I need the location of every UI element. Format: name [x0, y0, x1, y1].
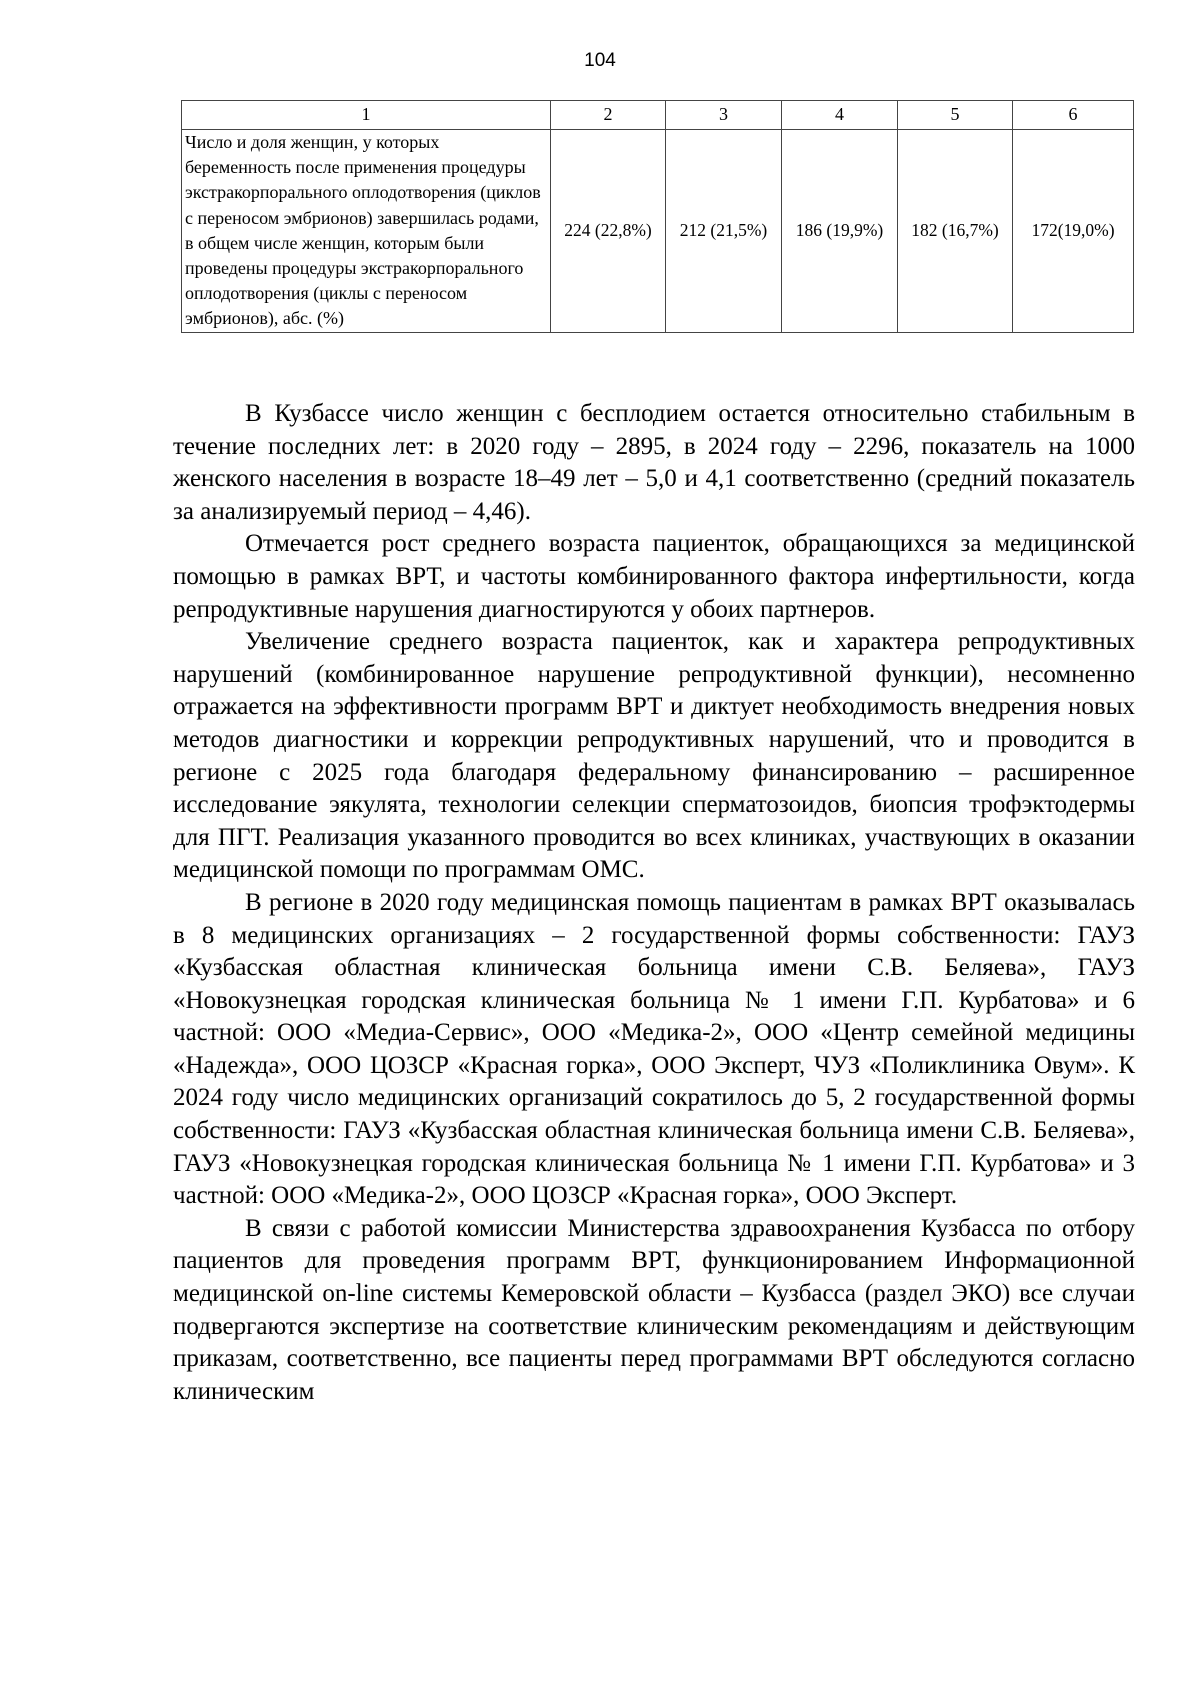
- paragraph: Увеличение среднего возраста пациенток, как и характера репродуктивных нарушений (комбинированное нарушение репродуктивной функции), несомненно отражается на эффективности программ ВРТ и диктует необходимость внедрения новых методов диагностики и коррекции репродуктивных нарушений, что и проводится в регионе с 2025 года благодаря федеральному финансированию – расширенное исследование эякулята, технологии селекции сперматозоидов, биопсия трофэктодермы для ПГТ. Реализация указанного проводится во всех клиниках, участвующих в оказании медицинской помощи по программам ОМС.: [173, 628, 1135, 884]
- page-number: 104: [584, 50, 616, 71]
- data-table: [181, 100, 1134, 333]
- table-header-cell: 4: [782, 101, 898, 130]
- paragraph: Отмечается рост среднего возраста пациенток, обращающихся за медицинской помощью в рамках ВРТ, и частоты комбинированного фактора инфертильности, когда репродуктивные нарушения диагностируются у обоих партнеров.: [173, 530, 1135, 623]
- table-header-cell: 5: [898, 101, 1013, 130]
- table-cell: 212 (21,5%): [666, 130, 782, 333]
- table-cell: 172(19,0%): [1013, 130, 1134, 333]
- paragraph: В Кузбассе число женщин с бесплодием остается относительно стабильным в течение последних лет: в 2020 году – 2895, в 2024 году – 2296, показатель на 1000 женского населения в возрасте 18–49 лет – 5,0 и 4,1 соответственно (средний показатель за анализируемый период – 4,46).: [173, 400, 1135, 525]
- table-header-cell: 2: [551, 101, 666, 130]
- table-cell: 182 (16,7%): [898, 130, 1013, 333]
- table-header-cell: 1: [182, 101, 551, 130]
- table-header-cell: 6: [1013, 101, 1134, 130]
- paragraph: В регионе в 2020 году медицинская помощь пациентам в рамках ВРТ оказывалась в 8 медицинских организациях – 2 государственной формы собственности: ГАУЗ «Кузбасская областная клиническая больница имени С.В. Беляева», ГАУЗ «Новокузнецкая городская клиническая больница № 1 имени Г.П. Курбатова» и 6 частной: ООО «Медиа-Сервис», ООО «Медика-2», ООО «Центр семейной медицины «Надежда», ООО ЦОЗСР «Красная горка», ООО Эксперт, ЧУЗ «Поликлиника Овум». К 2024 году число медицинских организаций сократилось до 5, 2 государственной формы собственности: ГАУЗ «Кузбасская областная клиническая больница имени С.В. Беляева», ГАУЗ «Новокузнецкая городская клиническая больница № 1 имени Г.П. Курбатова» и 3 частной: ООО «Медика-2», ООО ЦОЗСР «Красная горка», ООО Эксперт.: [173, 888, 1135, 1210]
- paragraph: В связи с работой комиссии Министерства здравоохранения Кузбасса по отбору пациентов для проведения программ ВРТ, функционированием Информационной медицинской on-line системы Кемеровской области – Кузбасса (раздел ЭКО) все случаи подвергаются экспертизе на соответствие клиническим рекомендациям и действующим приказам, соответственно, все пациенты перед программами ВРТ обследуются согласно клиническим: [173, 1214, 1135, 1405]
- table-header-cell: 3: [666, 101, 782, 130]
- table-row: [182, 130, 1134, 333]
- table-cell: 186 (19,9%): [782, 130, 898, 333]
- table-header-row: [182, 101, 1134, 130]
- body-text: [173, 398, 1135, 1408]
- row-label: Число и доля женщин, у которых беременность после применения процедуры экстракорпорального оплодотворения (циклов с переносом эмбрионов) завершилась родами, в общем числе женщин, которым были проведены процедуры экстракорпорального оплодотворения (циклы с переносом эмбрионов), абс. (%): [182, 130, 551, 333]
- table-cell: 224 (22,8%): [551, 130, 666, 333]
